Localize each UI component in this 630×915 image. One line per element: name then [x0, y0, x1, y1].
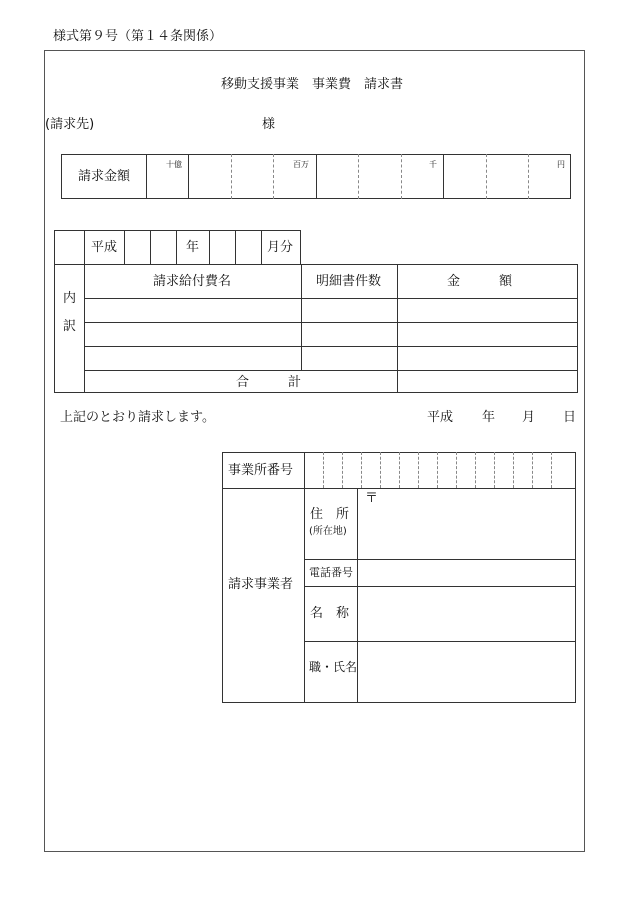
amount-divider [146, 154, 147, 199]
phone-label: 電話番号 [309, 566, 353, 579]
office-digit-divider [418, 452, 419, 488]
office-row-line [222, 488, 576, 489]
unit-million: 百万 [293, 160, 309, 169]
office-digit-divider [437, 452, 438, 488]
office-digit-divider [380, 452, 381, 488]
phone-row-line [304, 586, 576, 587]
column-divider [301, 264, 302, 370]
document-title: 移動支援事業 事業費 請求書 [221, 77, 404, 92]
office-digit-divider [323, 452, 324, 488]
row-line [84, 322, 578, 323]
claimant-section-label: 請求事業者 [228, 577, 294, 592]
digit-divider [188, 154, 189, 199]
office-digit-divider [456, 452, 457, 488]
address-row-line [304, 559, 576, 560]
header-statement-count: 明細書件数 [316, 274, 382, 289]
postal-mark: 〒 [365, 491, 379, 506]
side-column-divider [84, 230, 85, 393]
row-line [84, 346, 578, 347]
label-column-divider [304, 452, 305, 703]
name-label-mei: 名 [310, 606, 324, 621]
office-digit-divider [361, 452, 362, 488]
digit-divider [358, 154, 359, 199]
period-divider [150, 230, 151, 265]
name-row-line [304, 641, 576, 642]
digit-divider [401, 154, 402, 199]
period-divider [235, 230, 236, 265]
unit-billion: 十億 [166, 160, 182, 169]
date-day: 日 [563, 410, 577, 425]
address-sub-label: (所在地) [309, 526, 347, 537]
header-amount: 金 額 [447, 274, 513, 289]
representative-label: 職・氏名 [309, 660, 358, 674]
digit-divider [273, 154, 274, 199]
period-divider [261, 230, 262, 265]
request-statement: 上記のとおり請求します。 [60, 410, 215, 425]
office-digit-divider [475, 452, 476, 488]
name-label-sho: 称 [336, 606, 350, 621]
row-line [84, 298, 578, 299]
office-digit-divider [494, 452, 495, 488]
digit-divider [486, 154, 487, 199]
addressee-label: (請求先) [45, 117, 95, 132]
office-digit-divider [551, 452, 552, 488]
header-benefit-name: 請求給付費名 [153, 274, 232, 289]
digit-divider [528, 154, 529, 199]
addressee-honorific: 様 [262, 117, 276, 132]
office-digit-divider [342, 452, 343, 488]
period-era: 平成 [91, 240, 118, 255]
date-year: 年 [482, 410, 496, 425]
address-label-ju: 住 [310, 507, 324, 522]
total-label-kei: 計 [288, 375, 302, 390]
total-label-go: 合 [236, 375, 250, 390]
unit-yen: 円 [557, 160, 565, 169]
digit-divider [443, 154, 444, 199]
period-divider [124, 230, 125, 265]
digit-divider [231, 154, 232, 199]
office-digit-divider [513, 452, 514, 488]
amount-label: 請求金額 [78, 169, 131, 184]
date-era: 平成 [427, 410, 454, 425]
side-label-wake: 訳 [63, 319, 77, 334]
column-divider [397, 264, 398, 393]
period-divider [209, 230, 210, 265]
office-number-label: 事業所番号 [228, 463, 294, 478]
form-number: 様式第９号（第１４条関係） [53, 29, 223, 44]
period-month-label: 月分 [267, 240, 294, 255]
office-digit-divider [399, 452, 400, 488]
side-label-uchi: 内 [63, 291, 77, 306]
row-line [84, 370, 578, 371]
office-digit-divider [532, 452, 533, 488]
period-divider [176, 230, 177, 265]
address-label-sho: 所 [336, 507, 350, 522]
date-month: 月 [522, 410, 536, 425]
digit-divider [316, 154, 317, 199]
unit-thousand: 千 [429, 160, 437, 169]
value-column-divider [357, 488, 358, 703]
period-year-label: 年 [186, 240, 200, 255]
